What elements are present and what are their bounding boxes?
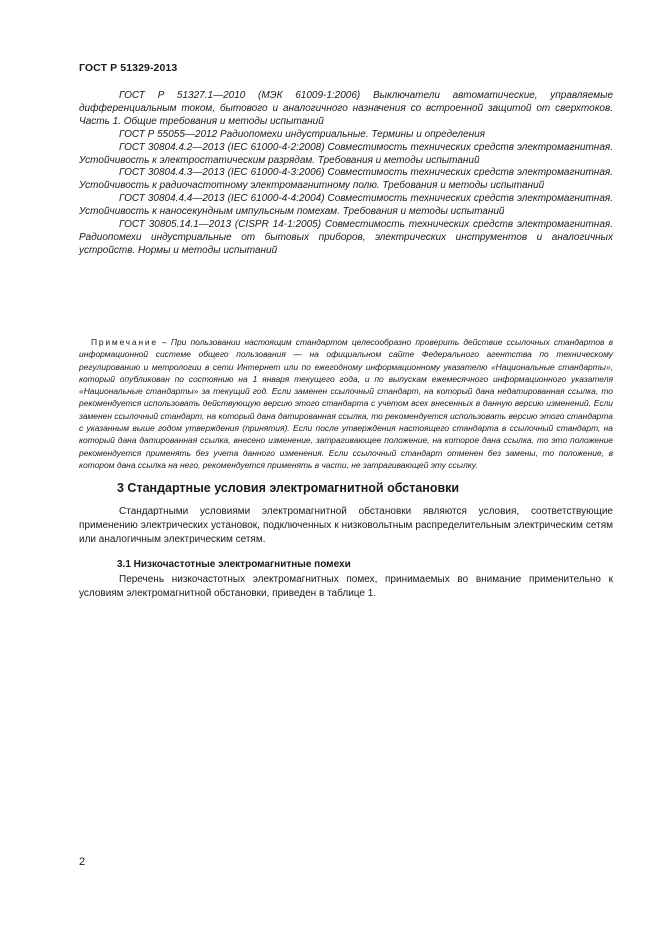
note-lead: Примечание xyxy=(91,337,158,347)
document-header: ГОСТ Р 51329-2013 xyxy=(79,62,178,74)
section-3-1-title: 3.1 Низкочастотные электромагнитные помехи xyxy=(117,559,351,570)
reference-item: ГОСТ 30805.14.1—2013 (CISPR 14-1:2005) Совместимость технических средств электромагнитная. Радиопомехи индустриальные от бытовых приборов, электрических инструментов и аналогичных устройств. Нормы и методы испытаний xyxy=(79,219,613,256)
note-block xyxy=(79,336,613,471)
normative-references-list xyxy=(79,90,613,258)
reference-item: ГОСТ Р 51327.1—2010 (МЭК 61009-1:2006) Выключатели автоматические, управляемые дифференциальным током, бытового и аналогичного назначения со встроенной защитой от сверхтоков. Часть 1. Общие требования и методы испытаний xyxy=(79,90,613,127)
page-number: 2 xyxy=(79,856,86,868)
section-3-paragraph: Стандартными условиями электромагнитной обстановки являются условия, соответствующие применению электрических установок, подключенных к низковольтным распределительным электрическим сетям или аналогичным электрическим сетям. xyxy=(79,506,613,546)
reference-item: ГОСТ 30804.4.4—2013 (IEC 61000-4-4:2004) Совместимость технических средств электромагнитная. Устойчивость к наносекундным импульсным помехам. Требования и методы испытаний xyxy=(79,193,613,218)
section-3-title: 3 Стандартные условия электромагнитной обстановки xyxy=(117,481,460,495)
reference-item: ГОСТ 30804.4.3—2013 (IEC 61000-4-3:2006) Совместимость технических средств электромагнитная. Устойчивость к радиочастотному электромагнитному полю. Требования и методы испытаний xyxy=(79,167,613,192)
reference-item: ГОСТ 30804.4.2—2013 (IEC 61000-4-2:2008) Совместимость технических средств электромагнитная. Устойчивость к электростатическим разрядам. Требования и методы испытаний xyxy=(79,141,613,166)
section-3-1-paragraph: Перечень низкочастотных электромагнитных помех, принимаемых во внимание применительно к условиям электромагнитной обстановки, приведен в таблице 1. xyxy=(79,574,613,600)
note-text: – При пользовании настоящим стандартом целесообразно проверить действие ссылочных стандартов в информационной системе общего пользования — на официальном сайте Федерального агентства по техническому регулированию и метрологии в сети Интернет или по ежегодному информационному указателю «Национальные стандарты», который опубликован по состоянию на 1 января текущего года, и по выпускам ежемесячного информационного указателя «Национальные стандарты» за текущий год. Если заменен ссылочный стандарт, на который дана недатированная ссылка, то рекомендуется использовать действующую версию этого стандарта с учетом всех внесенных в данную версию изменений. Если заменен ссылочный стандарт, на который дана датированная ссылка, то рекомендуется использовать версию этого стандарта с указанным выше годом утверждения (принятия). Если после утверждения настоящего стандарта в ссылочный стандарт, на который дана датированная ссылка, внесено изменение, затрагивающее положение, на которое дана ссылка, то это положение рекомендуется применять без учета данного изменения. Если ссылочный стандарт отменен без замены, то положение, в котором дана ссылка на него, рекомендуется применять в части, не затрагивающей эту ссылку. xyxy=(79,337,613,470)
reference-item: ГОСТ Р 55055—2012 Радиопомехи индустриальные. Термины и определения xyxy=(119,128,485,140)
